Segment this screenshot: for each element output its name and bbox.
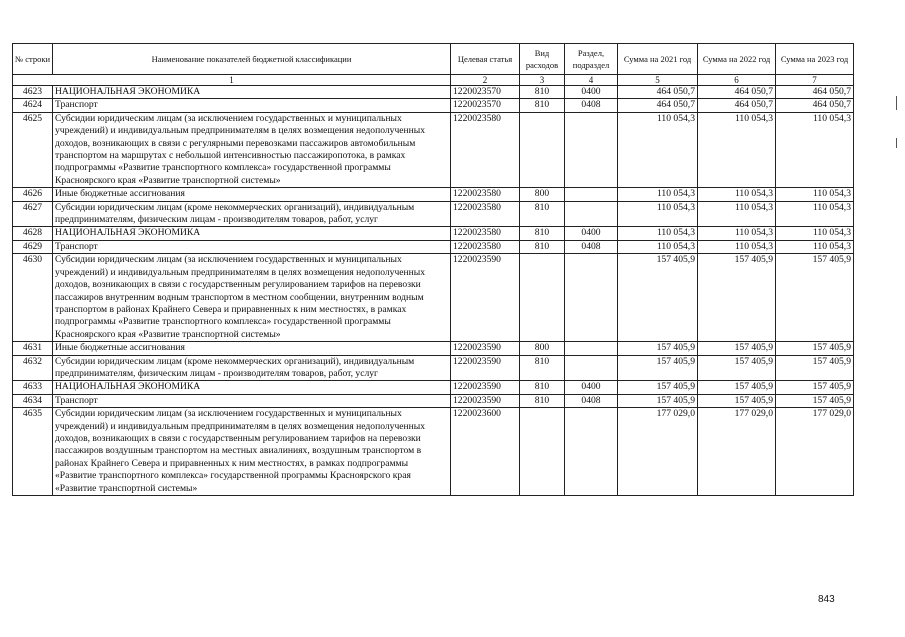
row-sum-2022: 157 405,9 — [698, 254, 776, 342]
row-vid: 800 — [520, 188, 565, 201]
row-name: Иные бюджетные ассигнования — [53, 342, 451, 355]
row-vid: 800 — [520, 342, 565, 355]
row-target-code: 1220023580 — [451, 240, 520, 253]
row-sum-2022: 177 029,0 — [698, 408, 776, 496]
header-vid: Вид расходов — [520, 44, 565, 75]
row-number: 4624 — [13, 99, 53, 112]
row-sum-2022: 157 405,9 — [698, 394, 776, 407]
row-name: Субсидии юридическим лицам (за исключением государственных и муниципальных учреждений) и индивидуальным предпринимателям в целях возмещения недополученных доходов, возникающих в связи с регулярными перевозками пассажиров автомобильным транспортом на маршрутах с небольшой интенсивностью пассажиропотока, в рамках подпрограммы «Развитие транспортного комплекса» государственной программы Красноярского края «Развитие транспортной системы» — [53, 112, 451, 187]
row-razdel — [565, 112, 618, 187]
row-name: Транспорт — [53, 99, 451, 112]
table-body — [13, 86, 854, 496]
row-name: Субсидии юридическим лицам (кроме некоммерческих организаций), индивидуальным предпринимателям, физическим лицам - производителям товаров, работ, услуг — [53, 201, 451, 227]
row-razdel: 0408 — [565, 240, 618, 253]
row-target-code: 1220023580 — [451, 188, 520, 201]
margin-mark — [896, 138, 897, 148]
table-row — [13, 240, 854, 253]
header-sum-2021: Сумма на 2021 год — [618, 44, 698, 75]
row-sum-2023: 157 405,9 — [776, 254, 854, 342]
row-name: Субсидии юридическим лицам (кроме некоммерческих организаций), индивидуальным предпринимателям, физическим лицам - производителям товаров, работ, услуг — [53, 355, 451, 381]
row-sum-2021: 157 405,9 — [618, 394, 698, 407]
row-sum-2023: 157 405,9 — [776, 342, 854, 355]
row-vid: 810 — [520, 394, 565, 407]
row-target-code: 1220023590 — [451, 355, 520, 381]
row-sum-2023: 110 054,3 — [776, 240, 854, 253]
table-row — [13, 112, 854, 187]
row-sum-2023: 157 405,9 — [776, 394, 854, 407]
table-row — [13, 188, 854, 201]
row-razdel — [565, 355, 618, 381]
column-number: 4 — [565, 75, 618, 86]
row-number: 4630 — [13, 254, 53, 342]
row-target-code: 1220023580 — [451, 112, 520, 187]
row-sum-2021: 157 405,9 — [618, 355, 698, 381]
row-target-code: 1220023580 — [451, 227, 520, 240]
row-sum-2021: 110 054,3 — [618, 227, 698, 240]
table-row — [13, 381, 854, 394]
table-row — [13, 254, 854, 342]
row-name: Субсидии юридическим лицам (за исключением государственных и муниципальных учреждений) и индивидуальным предпринимателям в целях возмещения недополученных доходов, возникающих в связи с государственным регулированием тарифов на перевозки пассажиров воздушным транспортом на местных авиалиниях, воздушным транспортом в районах Крайнего Севера и приравненных к ним местностях, в рамках подпрограммы «Развитие транспортного комплекса» государственной программы Красноярского края «Развитие транспортной системы» — [53, 408, 451, 496]
row-target-code: 1220023600 — [451, 408, 520, 496]
row-sum-2021: 110 054,3 — [618, 201, 698, 227]
page-number: 843 — [818, 594, 835, 605]
row-razdel: 0400 — [565, 381, 618, 394]
row-sum-2022: 157 405,9 — [698, 355, 776, 381]
column-number: 2 — [451, 75, 520, 86]
table-row — [13, 394, 854, 407]
row-razdel: 0400 — [565, 86, 618, 99]
header-target: Целевая статья — [451, 44, 520, 75]
table-row — [13, 342, 854, 355]
table-header — [13, 44, 854, 86]
column-number: 7 — [776, 75, 854, 86]
row-vid — [520, 254, 565, 342]
column-number: 5 — [618, 75, 698, 86]
row-sum-2022: 110 054,3 — [698, 188, 776, 201]
column-number: 3 — [520, 75, 565, 86]
row-target-code: 1220023590 — [451, 381, 520, 394]
row-name: НАЦИОНАЛЬНАЯ ЭКОНОМИКА — [53, 86, 451, 99]
row-sum-2021: 177 029,0 — [618, 408, 698, 496]
header-razdel: Раздел, подраздел — [565, 44, 618, 75]
row-sum-2023: 177 029,0 — [776, 408, 854, 496]
row-razdel: 0408 — [565, 99, 618, 112]
row-vid: 810 — [520, 355, 565, 381]
header-row-no: № строки — [13, 44, 53, 75]
row-number: 4625 — [13, 112, 53, 187]
row-sum-2022: 110 054,3 — [698, 112, 776, 187]
row-target-code: 1220023590 — [451, 342, 520, 355]
row-name: Иные бюджетные ассигнования — [53, 188, 451, 201]
row-vid: 810 — [520, 227, 565, 240]
row-name: Транспорт — [53, 394, 451, 407]
row-sum-2023: 464 050,7 — [776, 86, 854, 99]
table-row — [13, 99, 854, 112]
row-sum-2021: 157 405,9 — [618, 381, 698, 394]
row-target-code: 1220023590 — [451, 394, 520, 407]
row-name: НАЦИОНАЛЬНАЯ ЭКОНОМИКА — [53, 381, 451, 394]
row-sum-2021: 157 405,9 — [618, 342, 698, 355]
column-number: 1 — [13, 75, 451, 86]
row-sum-2021: 464 050,7 — [618, 99, 698, 112]
row-number: 4632 — [13, 355, 53, 381]
row-vid: 810 — [520, 86, 565, 99]
table-row — [13, 408, 854, 496]
row-name: Субсидии юридическим лицам (за исключением государственных и муниципальных учреждений) и индивидуальным предпринимателям в целях возмещения недополученных доходов, возникающих в связи с государственным регулированием тарифов на перевозки пассажиров внутренним водным транспортом в местном сообщении, внутренним водным транспортом в районах Крайнего Севера и приравненных к ним местностях, в рамках подпрограммы «Развитие транспортного комплекса» государственной программы Красноярского края «Развитие транспортной системы» — [53, 254, 451, 342]
row-sum-2023: 157 405,9 — [776, 355, 854, 381]
row-name: Транспорт — [53, 240, 451, 253]
column-number-row — [13, 75, 854, 86]
row-target-code: 1220023580 — [451, 201, 520, 227]
row-number: 4635 — [13, 408, 53, 496]
row-target-code: 1220023570 — [451, 99, 520, 112]
row-sum-2021: 464 050,7 — [618, 86, 698, 99]
row-razdel — [565, 408, 618, 496]
row-number: 4633 — [13, 381, 53, 394]
row-razdel — [565, 201, 618, 227]
row-target-code: 1220023590 — [451, 254, 520, 342]
row-sum-2023: 157 405,9 — [776, 381, 854, 394]
row-sum-2021: 157 405,9 — [618, 254, 698, 342]
row-name: НАЦИОНАЛЬНАЯ ЭКОНОМИКА — [53, 227, 451, 240]
table-row — [13, 355, 854, 381]
row-razdel — [565, 342, 618, 355]
row-sum-2021: 110 054,3 — [618, 188, 698, 201]
row-razdel — [565, 188, 618, 201]
row-razdel — [565, 254, 618, 342]
table-row — [13, 227, 854, 240]
row-sum-2023: 110 054,3 — [776, 227, 854, 240]
row-vid: 810 — [520, 381, 565, 394]
row-number: 4634 — [13, 394, 53, 407]
table-row — [13, 201, 854, 227]
row-target-code: 1220023570 — [451, 86, 520, 99]
row-razdel: 0400 — [565, 227, 618, 240]
row-sum-2022: 157 405,9 — [698, 342, 776, 355]
row-sum-2022: 110 054,3 — [698, 240, 776, 253]
column-number: 6 — [698, 75, 776, 86]
row-sum-2023: 110 054,3 — [776, 201, 854, 227]
table-row — [13, 86, 854, 99]
row-vid: 810 — [520, 240, 565, 253]
budget-table — [12, 43, 854, 496]
row-razdel: 0408 — [565, 394, 618, 407]
header-sum-2022: Сумма на 2022 год — [698, 44, 776, 75]
row-number: 4623 — [13, 86, 53, 99]
row-vid — [520, 408, 565, 496]
row-vid: 810 — [520, 201, 565, 227]
row-vid: 810 — [520, 99, 565, 112]
row-sum-2023: 110 054,3 — [776, 188, 854, 201]
row-sum-2023: 110 054,3 — [776, 112, 854, 187]
row-sum-2022: 157 405,9 — [698, 381, 776, 394]
row-sum-2022: 110 054,3 — [698, 227, 776, 240]
row-vid — [520, 112, 565, 187]
row-sum-2021: 110 054,3 — [618, 240, 698, 253]
header-name: Наименование показателей бюджетной классификации — [53, 44, 451, 75]
row-sum-2021: 110 054,3 — [618, 112, 698, 187]
margin-mark — [896, 96, 897, 110]
row-number: 4627 — [13, 201, 53, 227]
row-number: 4631 — [13, 342, 53, 355]
row-sum-2022: 110 054,3 — [698, 201, 776, 227]
row-sum-2023: 464 050,7 — [776, 99, 854, 112]
row-sum-2022: 464 050,7 — [698, 99, 776, 112]
row-number: 4626 — [13, 188, 53, 201]
row-number: 4629 — [13, 240, 53, 253]
header-sum-2023: Сумма на 2023 год — [776, 44, 854, 75]
row-number: 4628 — [13, 227, 53, 240]
row-sum-2022: 464 050,7 — [698, 86, 776, 99]
